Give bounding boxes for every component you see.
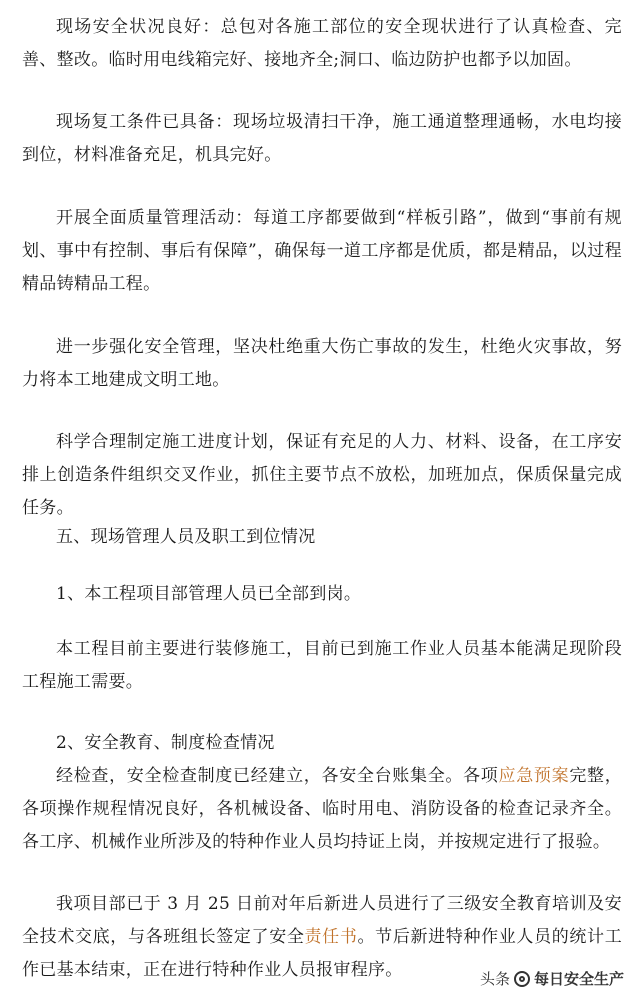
paragraph-site-safety: 现场安全状况良好：总包对各施工部位的安全现状进行了认真检查、完善、整改。临时用电线箱完好、接地齐全;洞口、临边防护也都予以加固。: [22, 17, 622, 70]
source-watermark: [476, 966, 630, 991]
responsibility-highlight: 责任书: [304, 927, 358, 947]
section-heading-five: 五、现场管理人员及职工到位情况: [56, 527, 316, 547]
paragraph-training-text-b: 。节后新进特种作业人员的统计工作已基本结束，正在进行特种作业人员报审程序。: [22, 927, 622, 980]
watermark-brand: 每日安全生产: [533, 970, 624, 988]
at-icon: [514, 971, 530, 987]
subheading-safety-education: 2、安全教育、制度检查情况: [56, 733, 275, 753]
paragraph-inspection-text-b: 完整，各项操作规程情况良好，各机械设备、临时用电、消防设备的检查记录齐全。各工序、机械作业所涉及的特种作业人员均持证上岗，并按规定进行了报验。: [22, 766, 623, 852]
paragraph-inspection-text-a: 经检查，安全检查制度已经建立，各安全台账集全。各项: [56, 766, 499, 786]
emergency-plan-highlight: 应急预案: [498, 766, 570, 786]
subheading-management-staff: 1、本工程项目部管理人员已全部到岗。: [56, 584, 362, 604]
watermark-prefix: 头条: [479, 970, 510, 988]
paragraph-strengthen-safety: 进一步强化安全管理，坚决杜绝重大伤亡事故的发生，杜绝火灾事故，努力将本工地建成文明工地。: [22, 337, 622, 390]
paragraph-quality-management: 开展全面质量管理活动：每道工序都要做到“样板引路”，做到“事前有规划、事中有控制、事后有保障”，确保每一道工序都是优质，都是精品，以过程精品铸精品工程。: [22, 208, 622, 294]
paragraph-decoration-work: 本工程目前主要进行装修施工，目前已到施工作业人员基本能满足现阶段工程施工需要。: [22, 639, 622, 692]
paragraph-training-text-a: 我项目部已于 3 月 25 日前对年后新进人员进行了三级安全教育培训及安全技术交底，与各班组长签定了安全: [22, 894, 622, 947]
paragraph-resume-conditions: 现场复工条件已具备：现场垃圾清扫干净，施工通道整理通畅，水电均接到位，材料准备充足，机具完好。: [22, 112, 622, 165]
paragraph-inspection: [22, 760, 622, 859]
paragraph-schedule-plan: 科学合理制定施工进度计划，保证有充足的人力、材料、设备，在工序安排上创造条件组织交叉作业，抓住主要节点不放松，加班加点，保质保量完成任务。: [22, 432, 622, 518]
